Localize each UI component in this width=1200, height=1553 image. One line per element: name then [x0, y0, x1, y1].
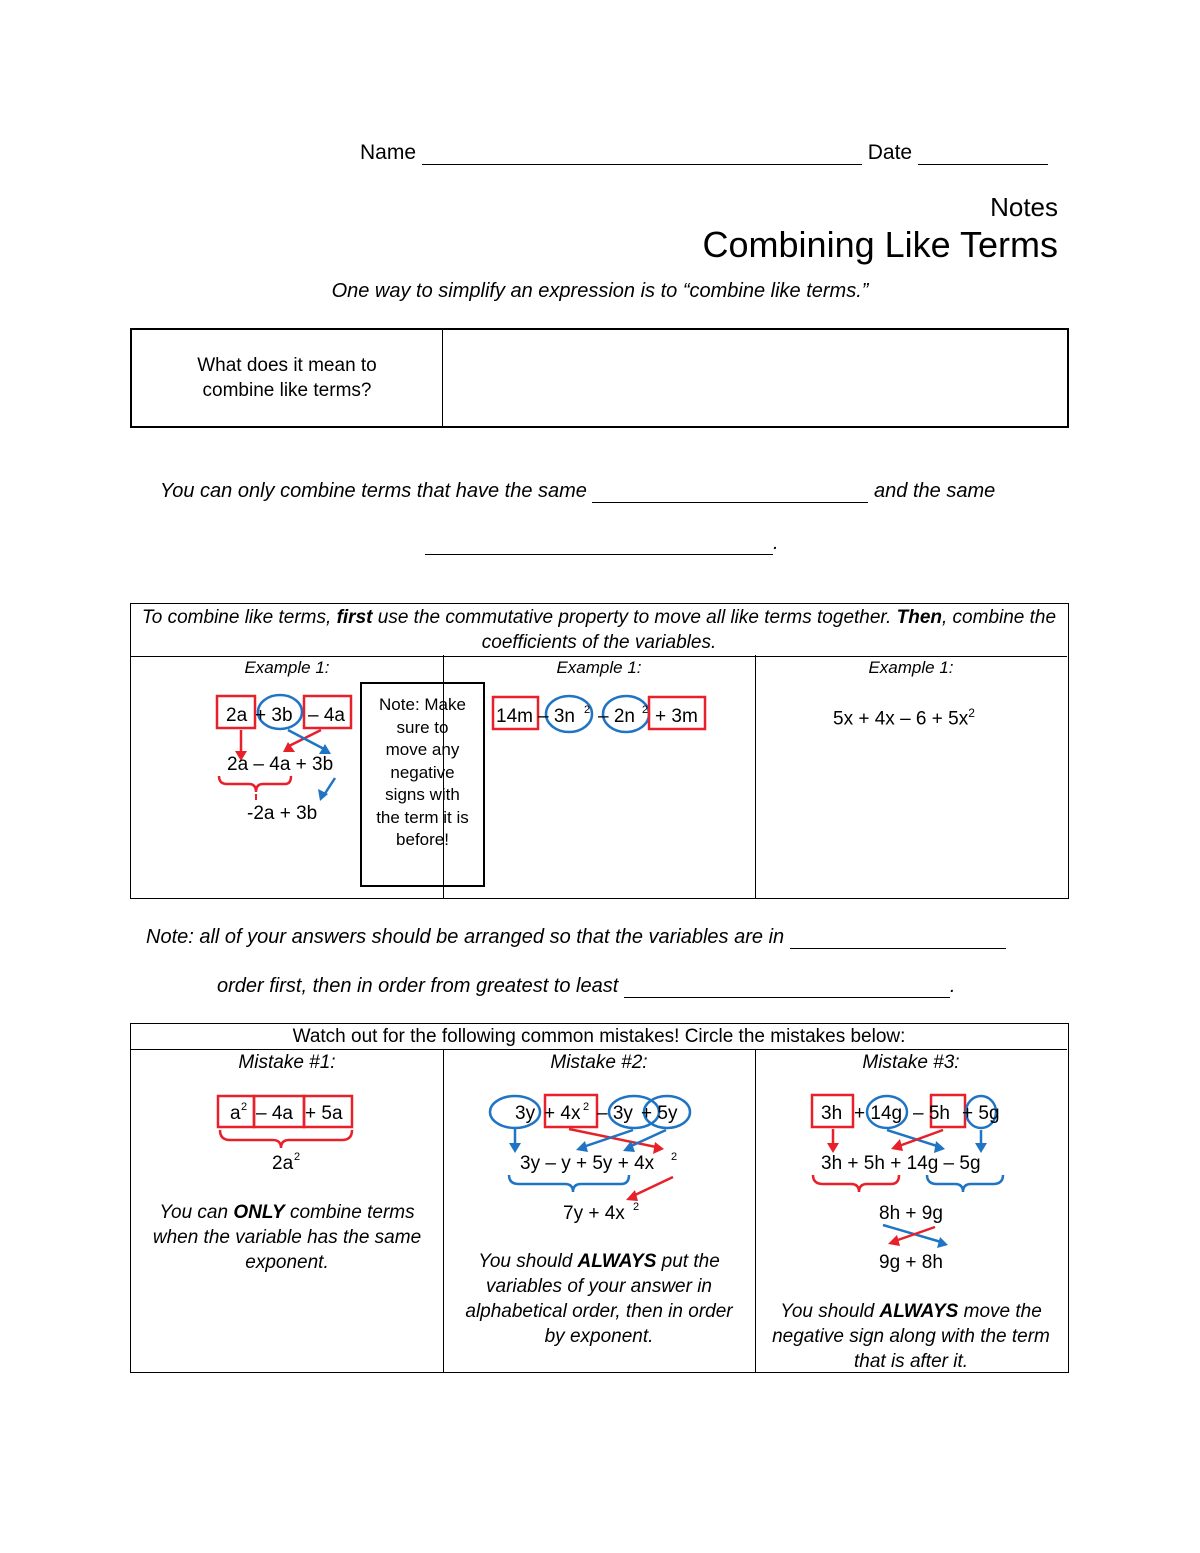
m2-term-4: + 5y [641, 1103, 678, 1124]
order-rule-period: . [949, 975, 956, 997]
m3-term-3: – 5h [913, 1103, 950, 1124]
example-2-heading: Example 1: [556, 658, 642, 677]
m2-result: 7y + 4x [563, 1203, 625, 1224]
ex3-expression-sup: 2 [968, 706, 975, 720]
m2-term-1: 3y [515, 1103, 536, 1124]
caption-bold: ONLY [233, 1202, 285, 1223]
blue-arrow [324, 778, 335, 795]
ex1-term-3: – 4a [308, 705, 345, 726]
m1-term-1-sup: 2 [241, 1101, 248, 1113]
m2-term-3: – 3y [597, 1103, 633, 1124]
same-rule-text-1: You can only combine terms that have the same [160, 480, 587, 502]
m3-row-4: 9g + 8h [879, 1252, 943, 1273]
note-box-text: Note: Make sure to move any negative signs with the term it is before! [376, 695, 469, 849]
heading-first: first [336, 607, 373, 628]
red-arrow-head [827, 1143, 839, 1153]
date-label: Date [867, 141, 913, 164]
m3-row-3: 8h + 9g [879, 1203, 943, 1224]
mistake-2-heading: Mistake #2: [550, 1052, 648, 1073]
name-label: Name [360, 141, 417, 164]
order-rule-text-2: order first, then in order from greatest to least [217, 975, 619, 997]
same-rule-blank-1[interactable] [592, 482, 868, 503]
ex2-term-3: – 2n [598, 706, 635, 727]
blue-bracket [509, 1175, 629, 1192]
same-rule-blank-2[interactable] [425, 534, 773, 555]
blue-arrow-head [576, 1141, 588, 1152]
ex3-expression-text: 5x + 4x – 6 + 5x [833, 708, 969, 730]
definition-question-text: What does it mean to combine like terms? [197, 355, 377, 401]
m3-term-1: 3h [821, 1103, 843, 1124]
m1-result: 2a [272, 1153, 294, 1174]
order-rule-line-2 [217, 975, 955, 998]
mistake-2-caption [453, 1249, 745, 1349]
notes-label: Notes [990, 192, 1058, 222]
example-1-heading: Example 1: [244, 658, 330, 677]
definition-answer-cell[interactable] [444, 330, 1067, 426]
m2-term-2: + 4x [544, 1103, 581, 1124]
red-bracket [220, 1130, 352, 1148]
same-rule-text-2: and the same [874, 480, 996, 502]
caption-bold: ALWAYS [879, 1301, 959, 1322]
mistake-1-caption [141, 1200, 433, 1275]
caption-bold: ALWAYS [577, 1251, 657, 1272]
ex2-term-2: – 3n [538, 706, 575, 727]
m3-term-4: + 5g [962, 1103, 1000, 1124]
date-blank[interactable] [918, 144, 1048, 165]
example-3-heading: Example 1: [868, 658, 954, 677]
name-blank[interactable] [422, 144, 862, 165]
red-arrow [633, 1177, 673, 1196]
intro-text: One way to simplify an expression is to “combine like terms.” [331, 280, 869, 302]
heading-part: , combine the coefficients of the variables. [481, 607, 1057, 653]
m1-term-1: a [230, 1103, 241, 1124]
ex1-result: -2a + 3b [247, 803, 318, 824]
red-bracket [219, 776, 291, 792]
heading-part: To combine like terms, [141, 607, 337, 628]
mistake-3-heading: Mistake #3: [862, 1052, 960, 1073]
mistake-3-diagram [755, 1024, 1067, 1274]
m2-row-2-sup: 2 [671, 1151, 678, 1163]
page-title: Combining Like Terms [702, 224, 1058, 265]
blue-arrow-head [937, 1237, 948, 1248]
definition-table [130, 328, 1069, 428]
combine-steps-table [130, 603, 1069, 899]
definition-question [132, 330, 443, 426]
same-rule-period: . [773, 532, 779, 554]
mistakes-heading: Watch out for the following common mistakes! Circle the mistakes below: [131, 1024, 1067, 1050]
mistake-3-caption [765, 1299, 1057, 1374]
mistake-1-diagram [131, 1024, 443, 1224]
red-arrow-head [891, 1139, 903, 1151]
red-arrow-head [626, 1190, 638, 1201]
blue-arrow-head [509, 1143, 521, 1153]
ex2-term-3-sup: 2 [642, 704, 649, 716]
same-rule-line-2 [425, 532, 779, 555]
caption-part: You should [780, 1301, 880, 1322]
m2-term-2-sup: 2 [583, 1101, 590, 1113]
caption-part: You should [478, 1251, 578, 1272]
m3-row-2: 3h + 5h + 14g – 5g [821, 1153, 981, 1174]
blue-arrow-head [934, 1141, 945, 1153]
caption-part: combine terms when the variable has the same exponent. [152, 1202, 422, 1273]
m2-row-2: 3y – y + 5y + 4x [520, 1153, 655, 1174]
ex2-term-4: + 3m [655, 706, 698, 727]
m2-result-sup: 2 [633, 1201, 640, 1213]
m1-result-sup: 2 [294, 1151, 301, 1163]
m1-term-2: – 4a [256, 1103, 293, 1124]
blue-arrow-head [975, 1143, 987, 1153]
heading-then: Then [896, 607, 942, 628]
same-rule-line-1 [160, 480, 995, 503]
blue-bracket [927, 1175, 1003, 1192]
caption-part: put the variables of your answer in alphabetical order, then in order by exponent. [465, 1251, 733, 1347]
red-arrow-head [888, 1235, 900, 1246]
name-date-line [360, 141, 1048, 165]
ex1-term-2: + 3b [255, 705, 293, 726]
mistakes-table [130, 1023, 1069, 1373]
column-divider [755, 655, 756, 898]
order-rule-text-1: Note: all of your answers should be arranged so that the variables are in [146, 926, 785, 948]
order-rule-blank-1[interactable] [790, 928, 1006, 949]
m3-term-2: + 14g [854, 1103, 903, 1124]
m1-term-3: + 5a [305, 1103, 343, 1124]
ex3-expression [833, 706, 975, 730]
ex2-term-2-sup: 2 [584, 704, 591, 716]
ex1-row-2: 2a – 4a + 3b [227, 754, 334, 775]
caption-part: You can [159, 1202, 234, 1223]
red-bracket [813, 1175, 899, 1192]
heading-part: use the commutative property to move all like terms together. [372, 607, 897, 628]
order-rule-line-1 [146, 926, 1006, 949]
ex2-term-1: 14m [496, 706, 533, 727]
caption-part: move the negative sign along with the term that is after it. [772, 1301, 1050, 1372]
blue-arrow [288, 730, 324, 749]
mistake-2-diagram [443, 1024, 755, 1224]
mistake-1-heading: Mistake #1: [238, 1052, 336, 1073]
red-arrow-head [653, 1142, 664, 1154]
blue-arrow-head [319, 744, 331, 754]
blue-arrow [887, 1130, 937, 1146]
order-rule-blank-2[interactable] [624, 977, 950, 998]
example-2-diagram [443, 604, 755, 896]
ex1-term-1: 2a [226, 705, 248, 726]
